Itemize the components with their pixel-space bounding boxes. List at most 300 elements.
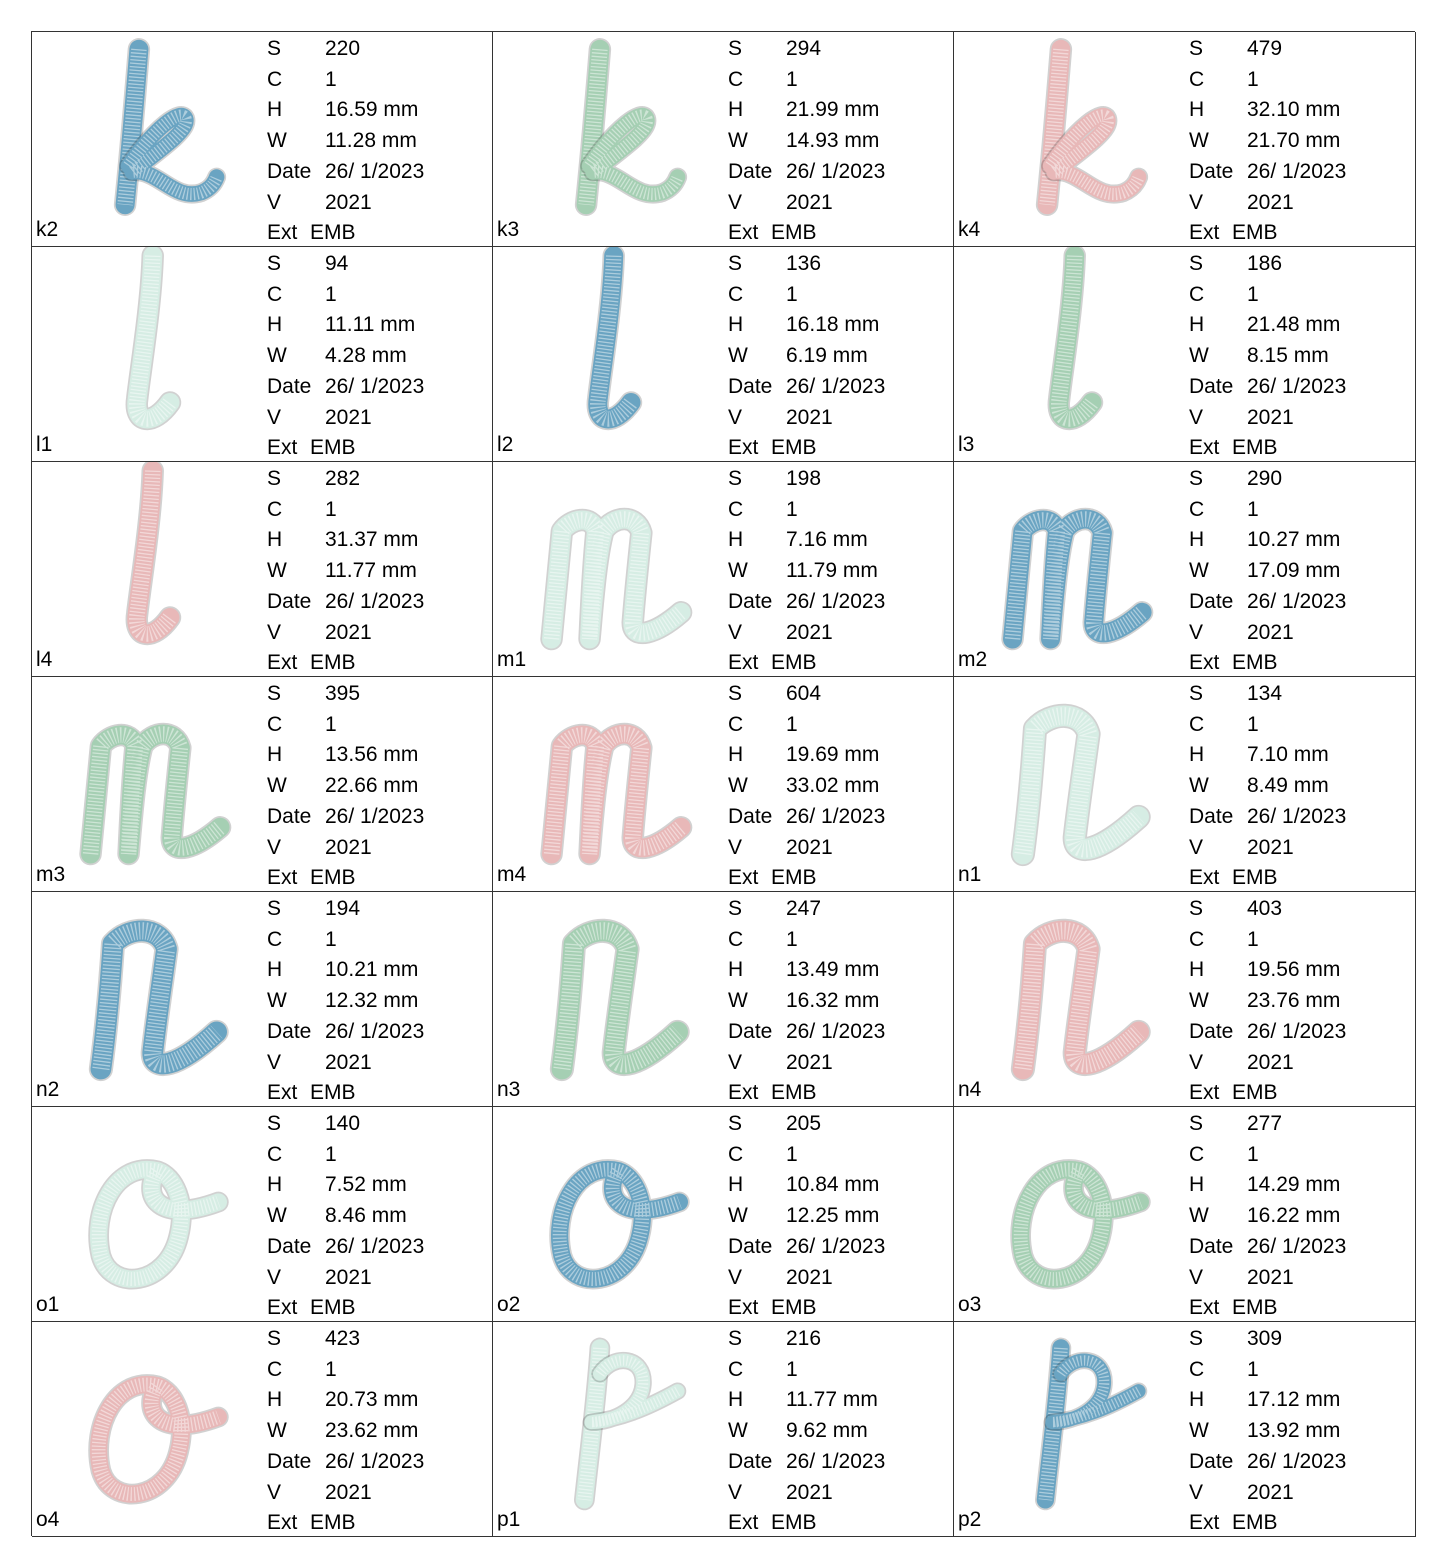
extension-label: Ext [267, 866, 298, 890]
letter-l-image [40, 462, 262, 652]
date-label: Date [267, 374, 312, 398]
extension-label: Ext [267, 436, 298, 460]
version-label: V [1189, 190, 1204, 214]
version-value: 2021 [325, 405, 372, 429]
design-code: m3 [36, 863, 66, 886]
color-count-value: 1 [786, 712, 798, 736]
date-label: Date [267, 1019, 312, 1043]
stitch-count-value: 134 [1247, 682, 1283, 705]
version-value: 2021 [1247, 405, 1294, 429]
letter-n-image [962, 892, 1184, 1082]
letter-o-image [40, 1322, 262, 1512]
version-row [728, 1048, 885, 1079]
extension-value: EMB [1232, 1296, 1278, 1320]
height-value: 10.27 mm [1247, 528, 1341, 552]
color-count-row [267, 65, 424, 96]
date-value: 26/ 1/2023 [786, 374, 886, 398]
extension-row [267, 1508, 424, 1537]
width-row [728, 556, 885, 587]
design-cell-m3[interactable] [32, 677, 493, 892]
color-count-value: 1 [1247, 927, 1259, 951]
design-cell-n4[interactable] [954, 892, 1416, 1107]
height-label: H [1189, 1173, 1205, 1197]
width-row [1189, 1416, 1346, 1447]
extension-label: Ext [1189, 221, 1220, 245]
date-label: Date [728, 1234, 773, 1258]
stitch-count-label: S [728, 682, 743, 705]
stitch-count-label: S [728, 1112, 743, 1135]
width-value: 13.92 mm [1247, 1419, 1341, 1443]
date-value: 26/ 1/2023 [325, 374, 425, 398]
version-value: 2021 [1247, 190, 1294, 214]
stitch-count-value: 94 [325, 252, 349, 275]
version-value: 2021 [325, 190, 372, 214]
height-value: 7.52 mm [325, 1173, 407, 1197]
extension-row [728, 863, 885, 892]
design-stats [267, 1324, 424, 1537]
letter-m-image [40, 677, 262, 867]
width-label: W [728, 774, 748, 798]
height-row [267, 740, 424, 771]
height-value: 13.49 mm [786, 958, 880, 982]
design-cell-o4[interactable] [32, 1322, 493, 1537]
width-label: W [1189, 989, 1209, 1013]
stitch-count-label: S [1189, 252, 1204, 275]
version-value: 2021 [786, 1265, 833, 1289]
width-label: W [1189, 344, 1209, 368]
date-value: 26/ 1/2023 [325, 1234, 425, 1258]
design-stats [728, 1109, 885, 1322]
design-stats [1189, 679, 1346, 892]
color-count-row [1189, 65, 1346, 96]
extension-label: Ext [1189, 1081, 1220, 1105]
width-row [267, 341, 424, 372]
width-row [267, 1201, 424, 1232]
color-count-row [728, 1140, 885, 1171]
color-count-row [267, 1355, 424, 1386]
stitch-count-row [1189, 679, 1346, 710]
height-label: H [267, 743, 283, 767]
color-count-row [1189, 710, 1346, 741]
version-value: 2021 [325, 620, 372, 644]
height-value: 10.84 mm [786, 1173, 880, 1197]
design-cell-k2[interactable] [32, 32, 493, 247]
color-count-label: C [267, 1142, 283, 1166]
stitch-count-label: S [728, 37, 743, 60]
date-label: Date [1189, 1449, 1234, 1473]
version-label: V [1189, 620, 1204, 644]
height-value: 16.18 mm [786, 313, 880, 337]
color-count-label: C [728, 712, 744, 736]
design-code: l3 [958, 433, 975, 456]
version-label: V [267, 1480, 282, 1504]
extension-row [728, 1293, 885, 1322]
width-value: 17.09 mm [1247, 559, 1341, 583]
version-row [267, 1048, 424, 1079]
date-value: 26/ 1/2023 [786, 1234, 886, 1258]
color-count-label: C [267, 282, 283, 306]
height-label: H [1189, 528, 1205, 552]
design-stats [1189, 34, 1346, 247]
color-count-label: C [267, 497, 283, 521]
date-label: Date [728, 374, 773, 398]
color-count-row [1189, 495, 1346, 526]
width-value: 8.15 mm [1247, 344, 1329, 368]
stitch-count-row [267, 464, 424, 495]
version-row [267, 833, 424, 864]
design-stats [267, 1109, 424, 1322]
design-cell-l4[interactable] [32, 462, 493, 677]
version-row [728, 1263, 885, 1294]
design-cell-l3[interactable] [954, 247, 1416, 462]
color-count-label: C [728, 497, 744, 521]
height-label: H [1189, 743, 1205, 767]
date-row [1189, 1447, 1346, 1478]
date-value: 26/ 1/2023 [1247, 1234, 1347, 1258]
color-count-row [267, 710, 424, 741]
date-label: Date [267, 589, 312, 613]
height-row [728, 310, 885, 341]
date-row [267, 587, 424, 618]
stitch-count-value: 423 [325, 1327, 361, 1350]
design-code: l4 [36, 648, 53, 671]
extension-value: EMB [771, 1511, 817, 1535]
stitch-count-row [728, 249, 885, 280]
color-count-value: 1 [1247, 712, 1259, 736]
date-label: Date [728, 589, 773, 613]
width-row [267, 126, 424, 157]
extension-row [267, 648, 424, 677]
letter-p-image [962, 1322, 1184, 1512]
height-row [1189, 310, 1346, 341]
date-label: Date [728, 1449, 773, 1473]
height-value: 17.12 mm [1247, 1388, 1341, 1412]
height-row [267, 1170, 424, 1201]
design-cell-k4[interactable] [954, 32, 1416, 247]
color-count-label: C [728, 927, 744, 951]
stitch-count-value: 194 [325, 897, 361, 920]
extension-value: EMB [310, 436, 356, 460]
design-cell-o3[interactable] [954, 1107, 1416, 1322]
extension-value: EMB [1232, 866, 1278, 890]
version-value: 2021 [325, 1050, 372, 1074]
extension-label: Ext [728, 1296, 759, 1320]
width-row [728, 126, 885, 157]
height-value: 7.16 mm [786, 528, 868, 552]
design-cell-p1[interactable] [493, 1322, 954, 1537]
height-value: 20.73 mm [325, 1388, 419, 1412]
date-value: 26/ 1/2023 [325, 159, 425, 183]
date-value: 26/ 1/2023 [325, 589, 425, 613]
date-label: Date [267, 1234, 312, 1258]
width-value: 8.46 mm [325, 1204, 407, 1228]
design-code: n1 [958, 863, 982, 886]
design-cell-k3[interactable] [493, 32, 954, 247]
extension-value: EMB [771, 221, 817, 245]
version-label: V [267, 190, 282, 214]
extension-value: EMB [1232, 1081, 1278, 1105]
design-code: l1 [36, 433, 53, 456]
version-row [1189, 833, 1346, 864]
width-row [267, 986, 424, 1017]
version-row [728, 1478, 885, 1509]
date-value: 26/ 1/2023 [1247, 374, 1347, 398]
version-value: 2021 [325, 835, 372, 859]
design-cell-n2[interactable] [32, 892, 493, 1107]
height-value: 32.10 mm [1247, 98, 1341, 122]
version-value: 2021 [786, 190, 833, 214]
color-count-value: 1 [786, 1357, 798, 1381]
design-stats [1189, 894, 1346, 1107]
color-count-value: 1 [325, 927, 337, 951]
letter-k-image [501, 32, 723, 222]
width-value: 14.93 mm [786, 129, 880, 153]
version-row [1189, 1478, 1346, 1509]
version-label: V [728, 1050, 743, 1074]
width-label: W [728, 1204, 748, 1228]
extension-row [728, 218, 885, 247]
date-value: 26/ 1/2023 [325, 1019, 425, 1043]
extension-row [267, 1293, 424, 1322]
extension-row [1189, 863, 1346, 892]
design-code: o4 [36, 1508, 60, 1531]
width-value: 9.62 mm [786, 1419, 868, 1443]
design-cell-l2[interactable] [493, 247, 954, 462]
design-stats [267, 679, 424, 892]
design-cell-m4[interactable] [493, 677, 954, 892]
color-count-row [1189, 1355, 1346, 1386]
width-row [1189, 556, 1346, 587]
width-row [1189, 1201, 1346, 1232]
extension-value: EMB [310, 651, 356, 675]
version-row [267, 403, 424, 434]
stitch-count-label: S [1189, 682, 1204, 705]
width-label: W [267, 774, 287, 798]
design-cell-o1[interactable] [32, 1107, 493, 1322]
width-row [728, 1201, 885, 1232]
version-label: V [1189, 1480, 1204, 1504]
height-row [267, 525, 424, 556]
stitch-count-row [267, 249, 424, 280]
color-count-label: C [267, 67, 283, 91]
date-label: Date [267, 804, 312, 828]
color-count-label: C [1189, 67, 1205, 91]
extension-value: EMB [771, 436, 817, 460]
design-cell-m1[interactable] [493, 462, 954, 677]
date-value: 26/ 1/2023 [786, 1019, 886, 1043]
height-label: H [267, 958, 283, 982]
stitch-count-label: S [267, 682, 282, 705]
date-row [267, 1232, 424, 1263]
color-count-row [728, 710, 885, 741]
design-catalog-grid [31, 31, 1415, 1536]
letter-m-image [501, 462, 723, 652]
width-label: W [267, 559, 287, 583]
extension-value: EMB [310, 866, 356, 890]
date-row [728, 372, 885, 403]
width-value: 8.49 mm [1247, 774, 1329, 798]
version-value: 2021 [1247, 1050, 1294, 1074]
extension-value: EMB [1232, 436, 1278, 460]
stitch-count-row [1189, 34, 1346, 65]
design-stats [267, 34, 424, 247]
color-count-value: 1 [325, 67, 337, 91]
date-row [1189, 157, 1346, 188]
color-count-value: 1 [325, 1142, 337, 1166]
stitch-count-label: S [728, 252, 743, 275]
height-value: 31.37 mm [325, 528, 419, 552]
width-value: 12.32 mm [325, 989, 419, 1013]
design-stats [728, 1324, 885, 1537]
date-value: 26/ 1/2023 [325, 804, 425, 828]
color-count-row [728, 495, 885, 526]
color-count-row [267, 1140, 424, 1171]
width-row [1189, 986, 1346, 1017]
stitch-count-label: S [267, 1327, 282, 1350]
version-row [728, 833, 885, 864]
version-value: 2021 [786, 405, 833, 429]
stitch-count-row [728, 894, 885, 925]
color-count-row [267, 495, 424, 526]
extension-label: Ext [1189, 436, 1220, 460]
stitch-count-label: S [728, 897, 743, 920]
stitch-count-label: S [728, 1327, 743, 1350]
version-value: 2021 [1247, 835, 1294, 859]
extension-label: Ext [728, 1511, 759, 1535]
color-count-label: C [728, 1142, 744, 1166]
version-value: 2021 [786, 1480, 833, 1504]
stitch-count-value: 140 [325, 1112, 361, 1135]
stitch-count-row [267, 1324, 424, 1355]
design-cell-m2[interactable] [954, 462, 1416, 677]
height-value: 11.11 mm [325, 313, 416, 337]
stitch-count-label: S [1189, 1327, 1204, 1350]
version-row [267, 1263, 424, 1294]
color-count-row [728, 1355, 885, 1386]
design-code: m2 [958, 648, 988, 671]
version-value: 2021 [1247, 1265, 1294, 1289]
height-row [1189, 1385, 1346, 1416]
extension-row [728, 648, 885, 677]
stitch-count-value: 277 [1247, 1112, 1283, 1135]
width-label: W [728, 1419, 748, 1443]
stitch-count-row [1189, 894, 1346, 925]
date-label: Date [1189, 1234, 1234, 1258]
width-row [267, 556, 424, 587]
color-count-label: C [267, 712, 283, 736]
date-label: Date [1189, 374, 1234, 398]
stitch-count-value: 604 [786, 682, 822, 705]
stitch-count-value: 282 [325, 467, 361, 490]
stitch-count-value: 136 [786, 252, 822, 275]
width-value: 22.66 mm [325, 774, 419, 798]
height-row [1189, 1170, 1346, 1201]
date-row [728, 1232, 885, 1263]
extension-row [267, 433, 424, 462]
extension-row [1189, 1078, 1346, 1107]
version-label: V [728, 620, 743, 644]
height-value: 16.59 mm [325, 98, 419, 122]
height-value: 7.10 mm [1247, 743, 1329, 767]
height-row [267, 310, 424, 341]
width-value: 6.19 mm [786, 344, 868, 368]
height-value: 19.69 mm [786, 743, 880, 767]
design-stats [1189, 464, 1346, 677]
color-count-label: C [1189, 282, 1205, 306]
design-code: n3 [497, 1078, 521, 1101]
letter-k-image [40, 32, 262, 222]
width-label: W [1189, 129, 1209, 153]
color-count-label: C [1189, 497, 1205, 521]
version-row [1189, 403, 1346, 434]
design-code: n2 [36, 1078, 60, 1101]
height-value: 19.56 mm [1247, 958, 1341, 982]
stitch-count-row [267, 679, 424, 710]
width-row [1189, 771, 1346, 802]
date-row [267, 157, 424, 188]
design-stats [1189, 1324, 1346, 1537]
design-cell-p2[interactable] [954, 1322, 1416, 1537]
date-label: Date [728, 159, 773, 183]
design-cell-o2[interactable] [493, 1107, 954, 1322]
height-label: H [728, 743, 744, 767]
color-count-label: C [1189, 1142, 1205, 1166]
design-code: n4 [958, 1078, 982, 1101]
design-cell-n3[interactable] [493, 892, 954, 1107]
design-stats [267, 464, 424, 677]
stitch-count-row [267, 34, 424, 65]
height-row [1189, 740, 1346, 771]
color-count-row [1189, 925, 1346, 956]
date-label: Date [1189, 804, 1234, 828]
extension-label: Ext [728, 1081, 759, 1105]
extension-row [267, 863, 424, 892]
stitch-count-label: S [267, 252, 282, 275]
height-label: H [728, 1388, 744, 1412]
stitch-count-label: S [267, 1112, 282, 1135]
stitch-count-label: S [1189, 467, 1204, 490]
extension-value: EMB [771, 866, 817, 890]
width-row [728, 771, 885, 802]
design-stats [728, 679, 885, 892]
version-row [728, 618, 885, 649]
color-count-value: 1 [786, 282, 798, 306]
extension-value: EMB [1232, 1511, 1278, 1535]
extension-row [267, 1078, 424, 1107]
extension-row [728, 1508, 885, 1537]
stitch-count-row [728, 1109, 885, 1140]
color-count-value: 1 [786, 1142, 798, 1166]
version-label: V [728, 405, 743, 429]
width-value: 16.32 mm [786, 989, 880, 1013]
color-count-row [267, 925, 424, 956]
width-row [728, 341, 885, 372]
extension-label: Ext [267, 221, 298, 245]
date-row [267, 802, 424, 833]
width-value: 11.28 mm [325, 129, 417, 153]
version-value: 2021 [1247, 1480, 1294, 1504]
height-value: 13.56 mm [325, 743, 419, 767]
design-code: o1 [36, 1293, 60, 1316]
design-cell-n1[interactable] [954, 677, 1416, 892]
design-cell-l1[interactable] [32, 247, 493, 462]
stitch-count-row [728, 1324, 885, 1355]
version-value: 2021 [786, 1050, 833, 1074]
date-value: 26/ 1/2023 [786, 159, 886, 183]
version-label: V [267, 1265, 282, 1289]
stitch-count-value: 294 [786, 37, 822, 60]
date-row [1189, 587, 1346, 618]
